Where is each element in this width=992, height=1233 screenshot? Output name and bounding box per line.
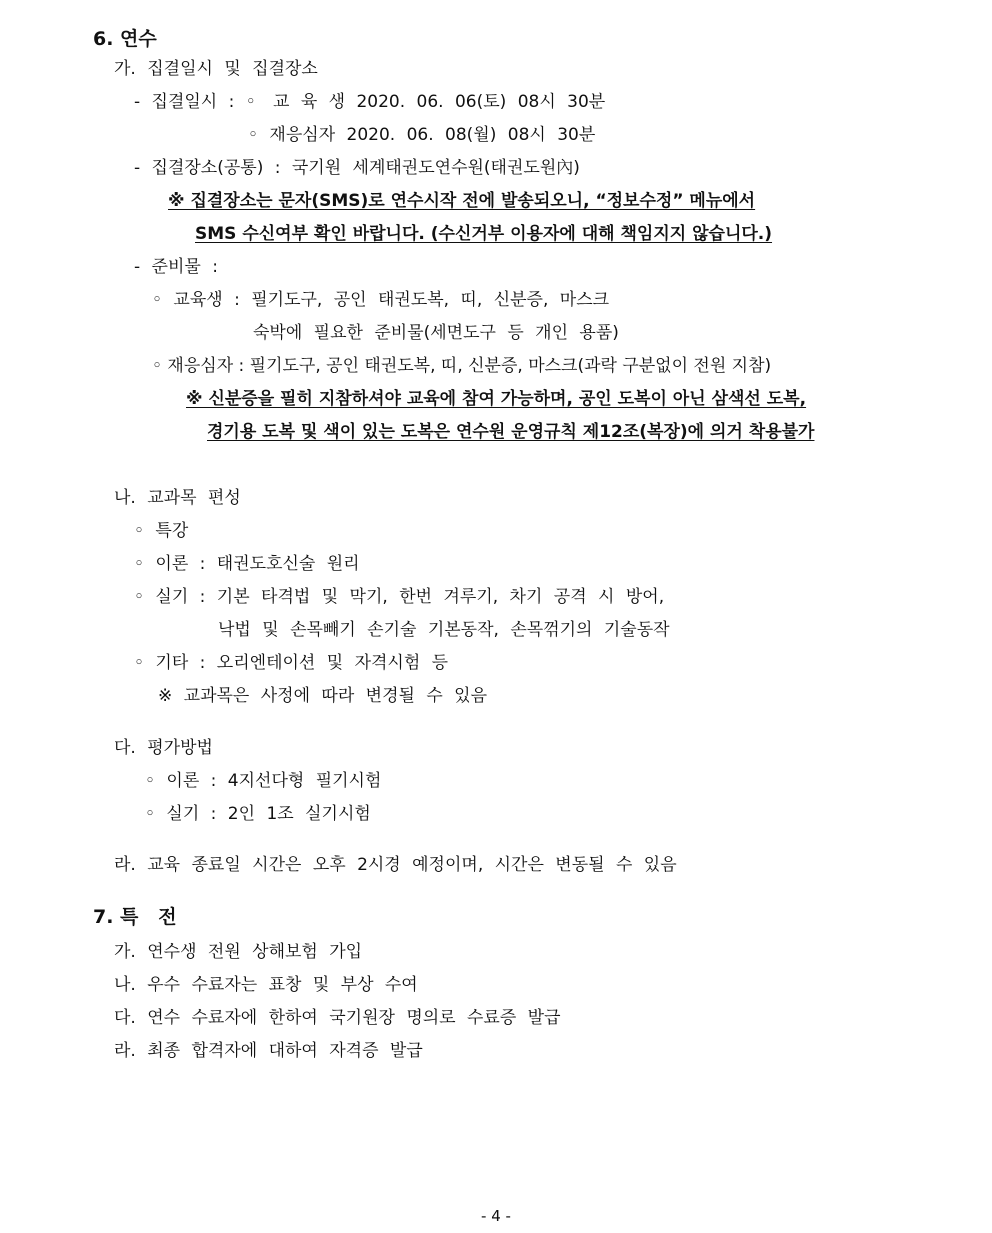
section-6-heading: 6. 연수 [93, 28, 157, 50]
curriculum-note: ※ 교과목은 사정에 따라 변경될 수 있음 [158, 686, 487, 706]
id-warning-line-1: ※ 신분증을 필히 지참하셔야 교육에 참여 가능하며, 공인 도복이 아닌 삼색선 도복, [186, 389, 807, 409]
section-6-da-title: 다. 평가방법 [114, 738, 213, 758]
benefit-item: 가. 연수생 전원 상해보험 가입 [114, 942, 363, 962]
curriculum-practice-line-1: ◦ 실기 : 기본 타격법 및 막기, 한번 겨루기, 차기 공격 시 방어, [134, 587, 665, 607]
assembly-datetime-trainee: 교 육 생 2020. 06. 06(토) 08시 30분 [273, 92, 606, 112]
benefit-item: 라. 최종 합격자에 대하여 자격증 발급 [114, 1041, 423, 1061]
preparation-retest: ◦ 재응심자 : 필기도구, 공인 태권도복, 띠, 신분증, 마스크(과락 구분없이 전원 지참) [152, 356, 772, 376]
sms-notice-line-2: SMS 수신여부 확인 바랍니다. (수신거부 이용자에 대해 책임지지 않습니다.) [195, 224, 773, 244]
evaluation-practice: ◦ 실기 : 2인 1조 실기시험 [145, 804, 371, 824]
section-6-na-title: 나. 교과목 편성 [114, 488, 241, 508]
benefit-item: 다. 연수 수료자에 한하여 국기원장 명의로 수료증 발급 [114, 1008, 561, 1028]
preparation-title: - 준비물 : [134, 257, 218, 277]
page-number: - 4 - [481, 1207, 511, 1225]
id-warning-line-2: 경기용 도복 및 색이 있는 도복은 연수원 운영규칙 제12조(복장)에 의거 착용불가 [207, 422, 815, 442]
sms-notice-line-1: ※ 집결장소는 문자(SMS)로 연수시작 전에 발송되오니, “정보수정” 메뉴에서 [168, 191, 756, 211]
curriculum-etc: ◦ 기타 : 오리엔테이션 및 자격시험 등 [134, 653, 449, 673]
preparation-trainee-line-2: 숙박에 필요한 준비물(세면도구 등 개인 용품) [253, 323, 619, 343]
preparation-trainee-line-1: ◦ 교육생 : 필기도구, 공인 태권도복, 띠, 신분증, 마스크 [152, 290, 610, 310]
curriculum-special-lecture: ◦ 특강 [134, 521, 189, 541]
section-6-ga-title: 가. 집결일시 및 집결장소 [114, 59, 318, 79]
section-7-heading: 7. 특 전 [93, 906, 177, 928]
curriculum-theory: ◦ 이론 : 태권도호신술 원리 [134, 554, 360, 574]
assembly-datetime-retest: ◦ 재응심자 2020. 06. 08(월) 08시 30분 [248, 125, 596, 145]
benefit-item: 나. 우수 수료자는 표창 및 부상 수여 [114, 975, 418, 995]
section-6-ra-text: 라. 교육 종료일 시간은 오후 2시경 예정이며, 시간은 변동될 수 있음 [114, 855, 677, 875]
evaluation-theory: ◦ 이론 : 4지선다형 필기시험 [145, 771, 382, 791]
assembly-datetime-label: - 집결일시 : ◦ [134, 92, 256, 112]
assembly-place: - 집결장소(공통) : 국기원 세계태권도연수원(태권도원內) [134, 158, 580, 178]
curriculum-practice-line-2: 낙법 및 손목빼기 손기술 기본동작, 손목꺾기의 기술동작 [218, 620, 670, 640]
